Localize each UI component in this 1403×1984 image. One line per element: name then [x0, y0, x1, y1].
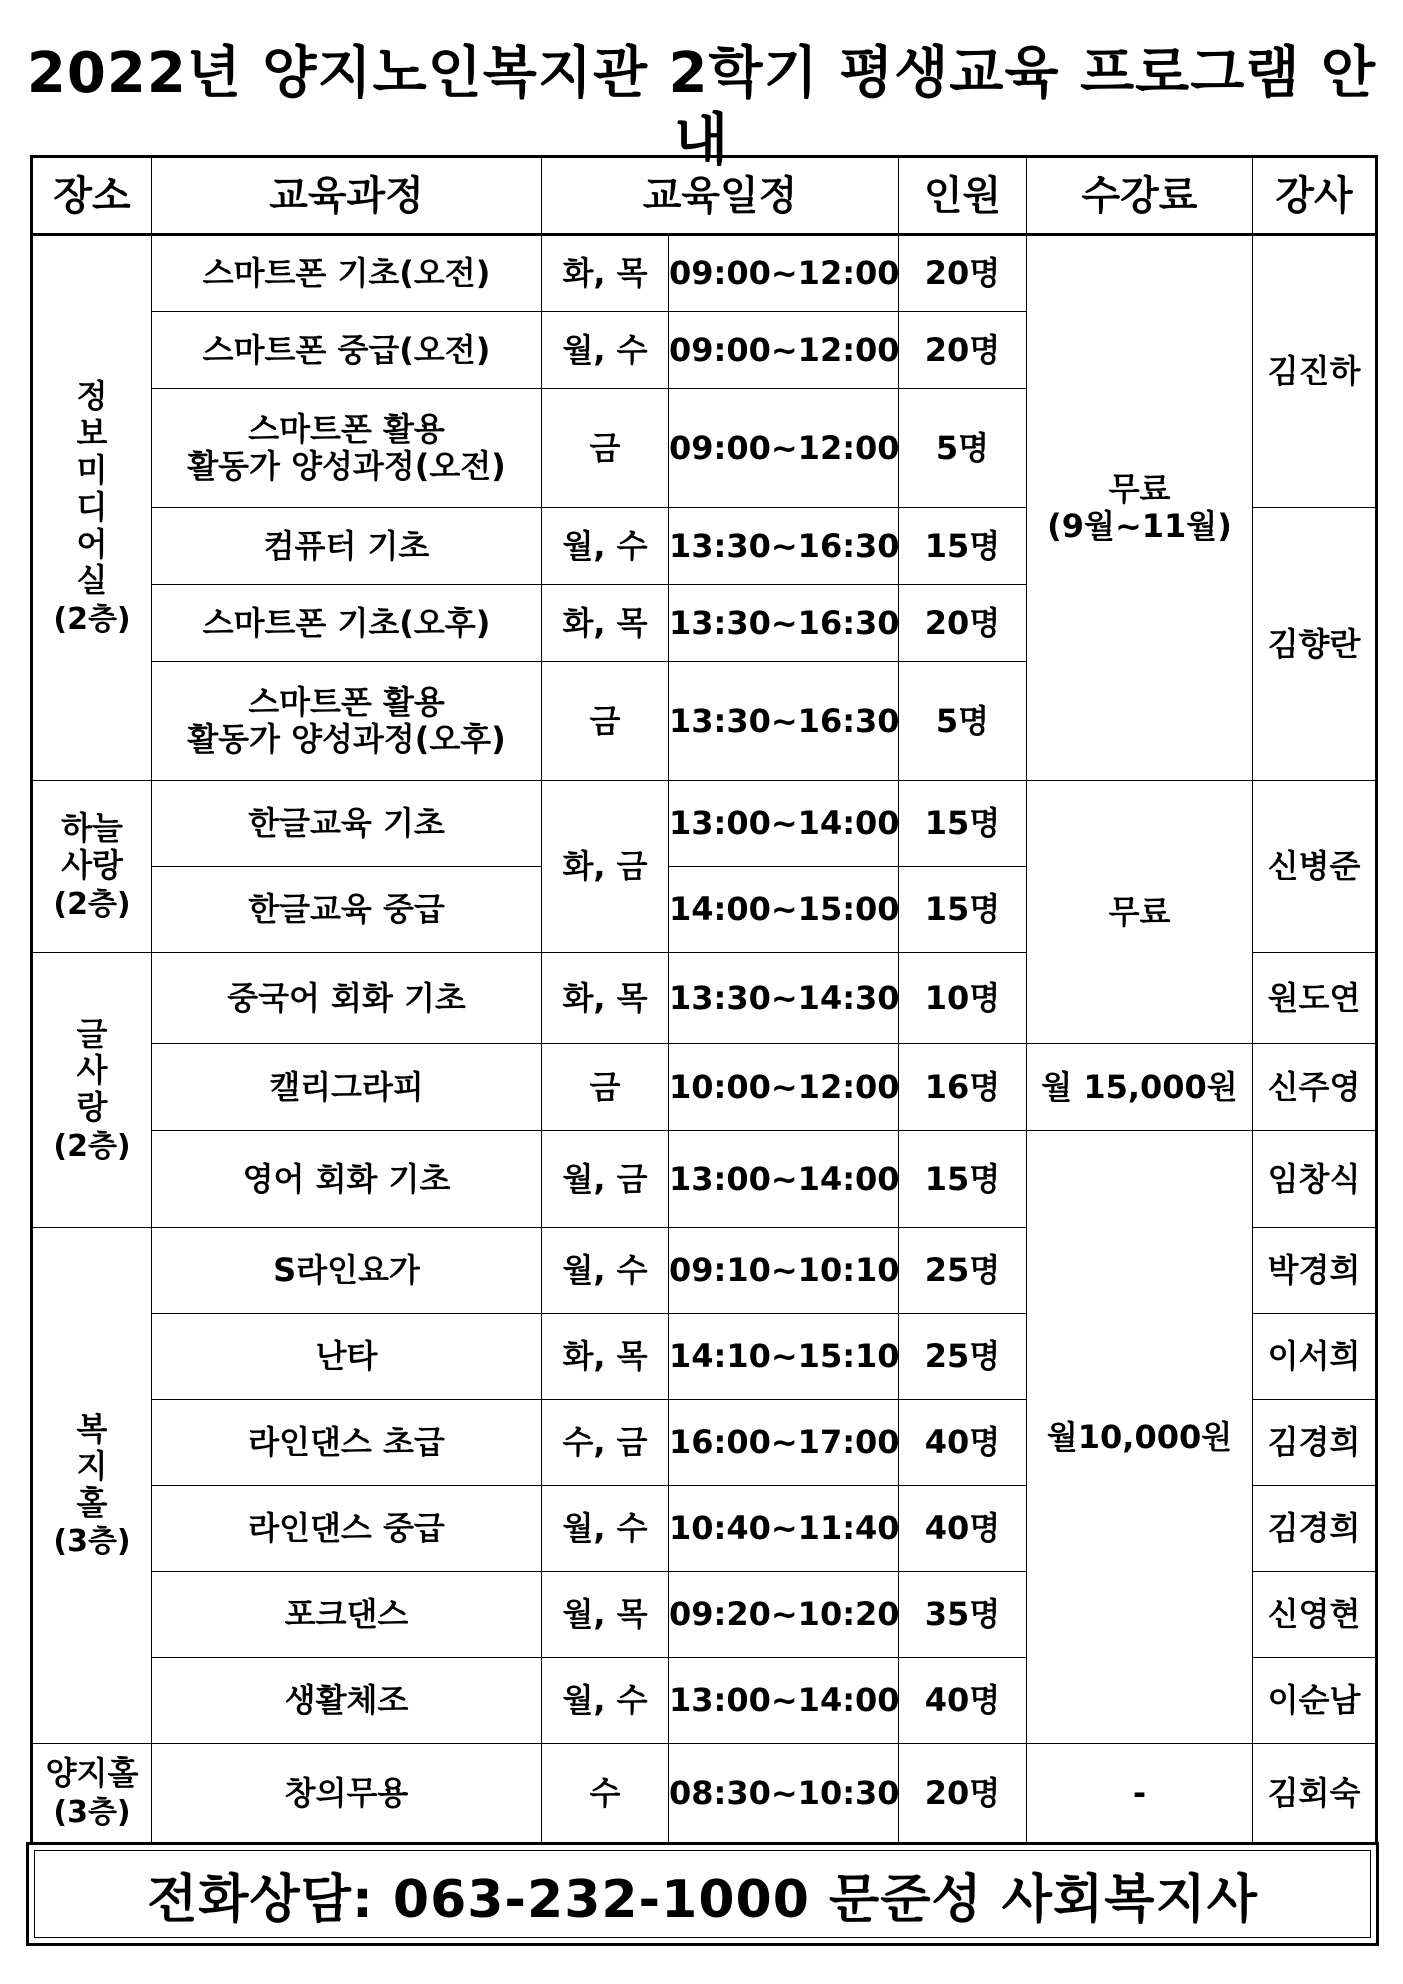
course-days: 월, 금	[542, 1131, 669, 1228]
course-name-line: 활동가 양성과정(오후)	[187, 720, 506, 758]
course-days: 월, 수	[542, 1486, 669, 1572]
instructor-name: 신영현	[1253, 1572, 1377, 1658]
course-name	[152, 662, 542, 781]
place-char: 사	[76, 1051, 108, 1090]
place-floor: (2층)	[53, 887, 131, 923]
table-row	[32, 1744, 1377, 1844]
course-name-line: 스마트폰 활용	[248, 683, 445, 722]
place-char: 디	[76, 487, 108, 526]
contact-box	[26, 1842, 1379, 1946]
course-time: 09:20~10:20	[669, 1572, 899, 1658]
header-row	[32, 157, 1377, 235]
course-days: 화, 목	[542, 585, 669, 662]
course-time: 09:00~12:00	[669, 389, 899, 508]
fee-period: (9월~11월)	[1047, 507, 1232, 545]
course-time: 13:00~14:00	[669, 1658, 899, 1744]
course-name-line: 스마트폰 활용	[248, 410, 445, 449]
course-time: 13:30~16:30	[669, 585, 899, 662]
table-row	[32, 235, 1377, 312]
fee-free: 무료	[1027, 781, 1253, 1044]
course-capacity: 15명	[899, 781, 1027, 867]
course-time: 14:00~15:00	[669, 867, 899, 953]
course-capacity: 15명	[899, 1131, 1027, 1228]
course-name: 생활체조	[152, 1658, 542, 1744]
course-name: 스마트폰 중급(오전)	[152, 312, 542, 389]
course-time: 09:00~12:00	[669, 235, 899, 312]
header-place: 장소	[32, 157, 152, 235]
course-name	[152, 389, 542, 508]
course-time: 13:30~16:30	[669, 508, 899, 585]
place-char: 미	[76, 450, 108, 489]
course-name: 창의무용	[152, 1744, 542, 1844]
course-name-line: 활동가 양성과정(오전)	[187, 447, 506, 485]
course-time: 10:40~11:40	[669, 1486, 899, 1572]
course-time: 09:10~10:10	[669, 1228, 899, 1314]
course-capacity: 5명	[899, 389, 1027, 508]
course-time: 14:10~15:10	[669, 1314, 899, 1400]
course-capacity: 20명	[899, 585, 1027, 662]
instructor-name: 신병준	[1253, 781, 1377, 953]
course-time: 09:00~12:00	[669, 312, 899, 389]
course-name: 영어 회화 기초	[152, 1131, 542, 1228]
course-capacity: 16명	[899, 1044, 1027, 1131]
course-name: 난타	[152, 1314, 542, 1400]
instructor-name: 박경희	[1253, 1228, 1377, 1314]
course-days: 화, 금	[542, 781, 669, 953]
program-schedule-table	[30, 155, 1378, 1845]
course-capacity: 40명	[899, 1486, 1027, 1572]
page-title: 2022년 양지노인복지관 2학기 평생교육 프로그램 안내	[26, 41, 1377, 174]
course-days: 금	[542, 389, 669, 508]
place-char: 복	[76, 1410, 108, 1449]
course-time: 16:00~17:00	[669, 1400, 899, 1486]
place-char: 어	[76, 524, 108, 563]
place-yangji-hall	[32, 1744, 152, 1844]
place-char: 랑	[76, 1088, 108, 1127]
header-fee: 수강료	[1027, 157, 1253, 235]
instructor-name: 김향란	[1253, 508, 1377, 781]
header-capacity: 인원	[899, 157, 1027, 235]
course-name: 캘리그라피	[152, 1044, 542, 1131]
course-days: 화, 목	[542, 1314, 669, 1400]
instructor-name: 원도연	[1253, 953, 1377, 1044]
course-days: 금	[542, 662, 669, 781]
place-char: 실	[76, 561, 108, 600]
header-instructor: 강사	[1253, 157, 1377, 235]
course-name: 스마트폰 기초(오전)	[152, 235, 542, 312]
course-days: 수	[542, 1744, 669, 1844]
course-capacity: 15명	[899, 867, 1027, 953]
course-days: 화, 목	[542, 235, 669, 312]
instructor-name: 김회숙	[1253, 1744, 1377, 1844]
place-writing-love	[32, 953, 152, 1228]
instructor-name: 김진하	[1253, 235, 1377, 508]
place-char: 지	[76, 1446, 108, 1485]
course-time: 13:00~14:00	[669, 1131, 899, 1228]
course-time: 13:30~14:30	[669, 953, 899, 1044]
place-floor: (2층)	[53, 602, 131, 638]
instructor-name: 임창식	[1253, 1131, 1377, 1228]
course-capacity: 35명	[899, 1572, 1027, 1658]
place-floor: (3층)	[53, 1524, 131, 1560]
contact-text: 전화상담: 063-232-1000 문준성 사회복지사	[34, 1850, 1371, 1938]
course-name: 포크댄스	[152, 1572, 542, 1658]
place-floor: (3층)	[53, 1795, 131, 1831]
course-name: 한글교육 중급	[152, 867, 542, 953]
course-time: 13:00~14:00	[669, 781, 899, 867]
course-name: 라인댄스 중급	[152, 1486, 542, 1572]
course-days: 월, 수	[542, 1228, 669, 1314]
course-time: 13:30~16:30	[669, 662, 899, 781]
course-days: 월, 수	[542, 312, 669, 389]
table-row	[32, 781, 1377, 867]
fee-free-term	[1027, 235, 1253, 781]
course-days: 화, 목	[542, 953, 669, 1044]
place-sky-love	[32, 781, 152, 953]
course-capacity: 40명	[899, 1400, 1027, 1486]
course-capacity: 25명	[899, 1314, 1027, 1400]
place-name-line: 양지홀	[45, 1754, 139, 1793]
header-schedule: 교육일정	[542, 157, 899, 235]
course-days: 월, 목	[542, 1572, 669, 1658]
place-floor: (2층)	[53, 1128, 131, 1164]
course-name: 스마트폰 기초(오후)	[152, 585, 542, 662]
course-name: S라인요가	[152, 1228, 542, 1314]
fee-monthly: 월10,000원	[1027, 1131, 1253, 1744]
header-course: 교육과정	[152, 157, 542, 235]
place-char: 보	[76, 414, 108, 453]
instructor-name: 이순남	[1253, 1658, 1377, 1744]
course-name: 한글교육 기초	[152, 781, 542, 867]
course-name: 컴퓨터 기초	[152, 508, 542, 585]
instructor-name: 김경희	[1253, 1400, 1377, 1486]
fee-none: -	[1027, 1744, 1253, 1844]
course-capacity: 20명	[899, 1744, 1027, 1844]
fee-monthly: 월 15,000원	[1027, 1044, 1253, 1131]
course-days: 월, 수	[542, 1658, 669, 1744]
course-capacity: 25명	[899, 1228, 1027, 1314]
table-row	[32, 1131, 1377, 1228]
place-welfare-hall	[32, 1228, 152, 1744]
place-char: 홀	[76, 1483, 108, 1522]
course-capacity: 15명	[899, 508, 1027, 585]
instructor-name: 신주영	[1253, 1044, 1377, 1131]
course-capacity: 20명	[899, 312, 1027, 389]
place-char: 글	[76, 1014, 108, 1053]
course-days: 금	[542, 1044, 669, 1131]
instructor-name: 이서희	[1253, 1314, 1377, 1400]
place-info-media-room	[32, 235, 152, 781]
course-capacity: 5명	[899, 662, 1027, 781]
course-time: 08:30~10:30	[669, 1744, 899, 1844]
course-capacity: 10명	[899, 953, 1027, 1044]
course-time: 10:00~12:00	[669, 1044, 899, 1131]
place-name-line: 사랑	[61, 846, 123, 885]
table-row	[32, 1044, 1377, 1131]
course-days: 월, 수	[542, 508, 669, 585]
place-name-line: 하늘	[61, 809, 123, 848]
fee-label: 무료	[1108, 470, 1171, 509]
course-capacity: 20명	[899, 235, 1027, 312]
course-days: 수, 금	[542, 1400, 669, 1486]
instructor-name: 김경희	[1253, 1486, 1377, 1572]
course-capacity: 40명	[899, 1658, 1027, 1744]
course-name: 중국어 회화 기초	[152, 953, 542, 1044]
course-name: 라인댄스 초급	[152, 1400, 542, 1486]
place-char: 정	[76, 377, 108, 416]
